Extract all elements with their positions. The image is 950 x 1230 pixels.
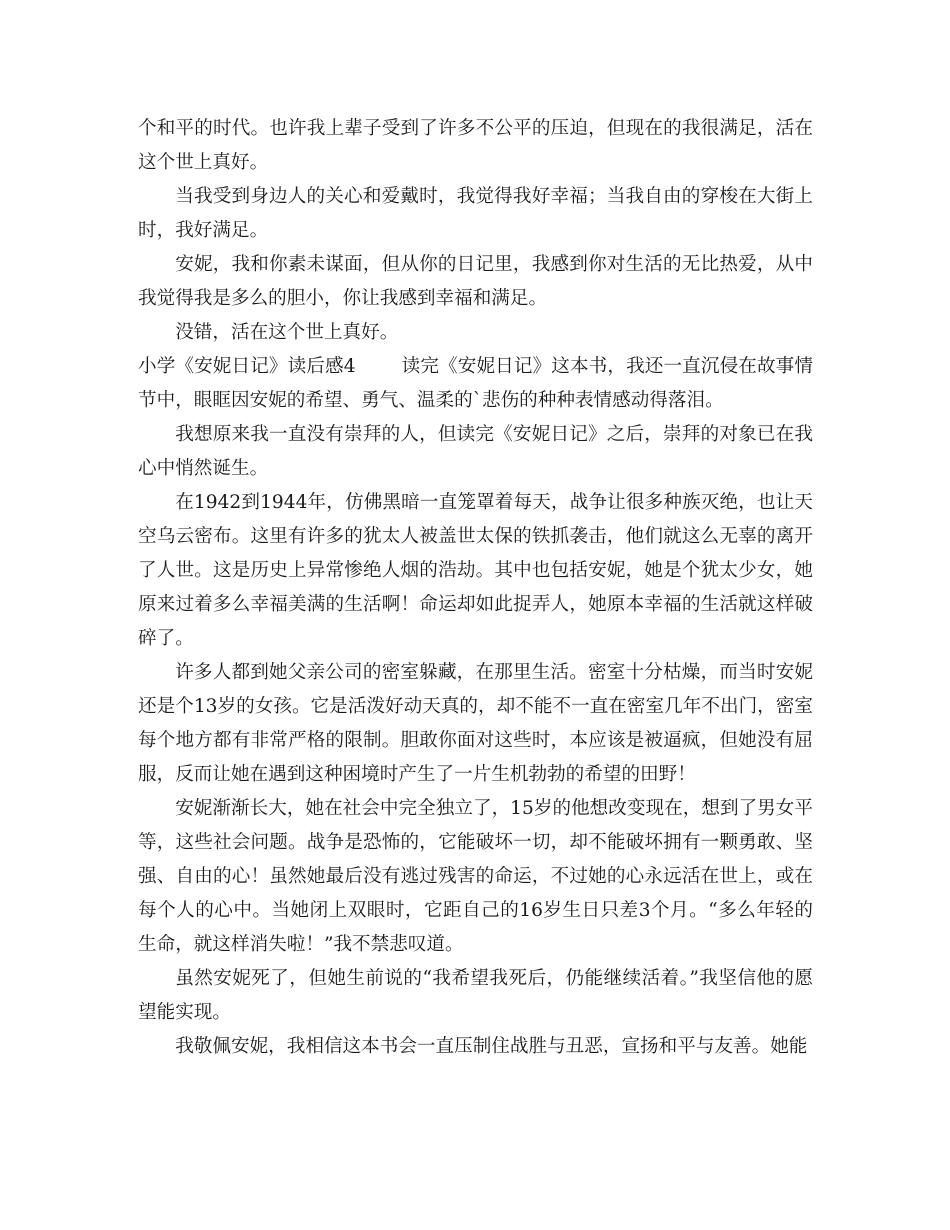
section-paragraph-6: 我敬佩安妮，我相信这本书会一直压制住战胜与丑恶，宣扬和平与友善。她能 xyxy=(175,1036,808,1057)
section-paragraph-3: 许多人都到她父亲公司的密室躲藏，在那里生活。密室十分枯燥，而当时安妮还是个13岁的女孩。它是活泼好动天真的，却不能不一直在密室几年不出门，密室每个地方都有非常严格的限制。胆敢你面对这些时，本应该是被逼疯，但她没有屈服，反而让她在遇到这种困境时产生了一片生机勃勃的希望的田野！ xyxy=(138,662,813,785)
section-paragraph-5: 虽然安妮死了，但她生前说的“我希望我死后，仍能继续活着。”我坚信他的愿望能实现。 xyxy=(138,968,813,1023)
paragraph-2: 当我受到身边人的关心和爱戴时，我觉得我好幸福；当我自由的穿梭在大街上时，我好满足。 xyxy=(138,186,813,241)
section-paragraph-1: 我想原来我一直没有崇拜的人，但读完《安妮日记》之后，崇拜的对象已在我心中悄然诞生。 xyxy=(138,424,813,479)
section-start-paragraph xyxy=(138,350,813,418)
section-heading: 小学《安妮日记》读后感4 xyxy=(138,356,356,377)
paragraph-3: 安妮，我和你素未谋面，但从你的日记里，我感到你对生活的无比热爱，从中我觉得我是多么的胆小，你让我感到幸福和满足。 xyxy=(138,254,813,309)
paragraph-4: 没错，活在这个世上真好。 xyxy=(175,322,399,343)
paragraph-1: 个和平的时代。也许我上辈子受到了许多不公平的压迫，但现在的我很满足，活在这个世上真好。 xyxy=(138,118,813,173)
document-body xyxy=(138,112,813,1064)
section-paragraph-4: 安妮渐渐长大，她在社会中完全独立了，15岁的他想改变现在，想到了男女平等，这些社会问题。战争是恐怖的，它能破坏一切，却不能破坏拥有一颗勇敢、坚强、自由的心！虽然她最后没有逃过残害的命运，不过她的心永远活在世上，或在每个人的心中。当她闭上双眼时，它距自己的16岁生日只差3个月。“多么年轻的生命，就这样消失啦！”我不禁悲叹道。 xyxy=(138,798,813,955)
section-paragraph-2: 在1942到1944年，仿佛黑暗一直笼罩着每天，战争让很多种族灭绝，也让天空乌云密布。这里有许多的犹太人被盖世太保的铁抓袭击，他们就这么无辜的离开了人世。这是历史上异常惨绝人烟的浩劫。其中也包括安妮，她是个犹太少女，她原来过着多么幸福美满的生活啊！命运却如此捉弄人，她原本幸福的生活就这样破碎了。 xyxy=(138,492,813,649)
section-first-paragraph: 读完《安妮日记》这本书，我还一直沉侵在故事情节中，眼眶因安妮的希望、勇气、温柔的`悲伤的种种表情感动得落泪。 xyxy=(138,356,813,411)
